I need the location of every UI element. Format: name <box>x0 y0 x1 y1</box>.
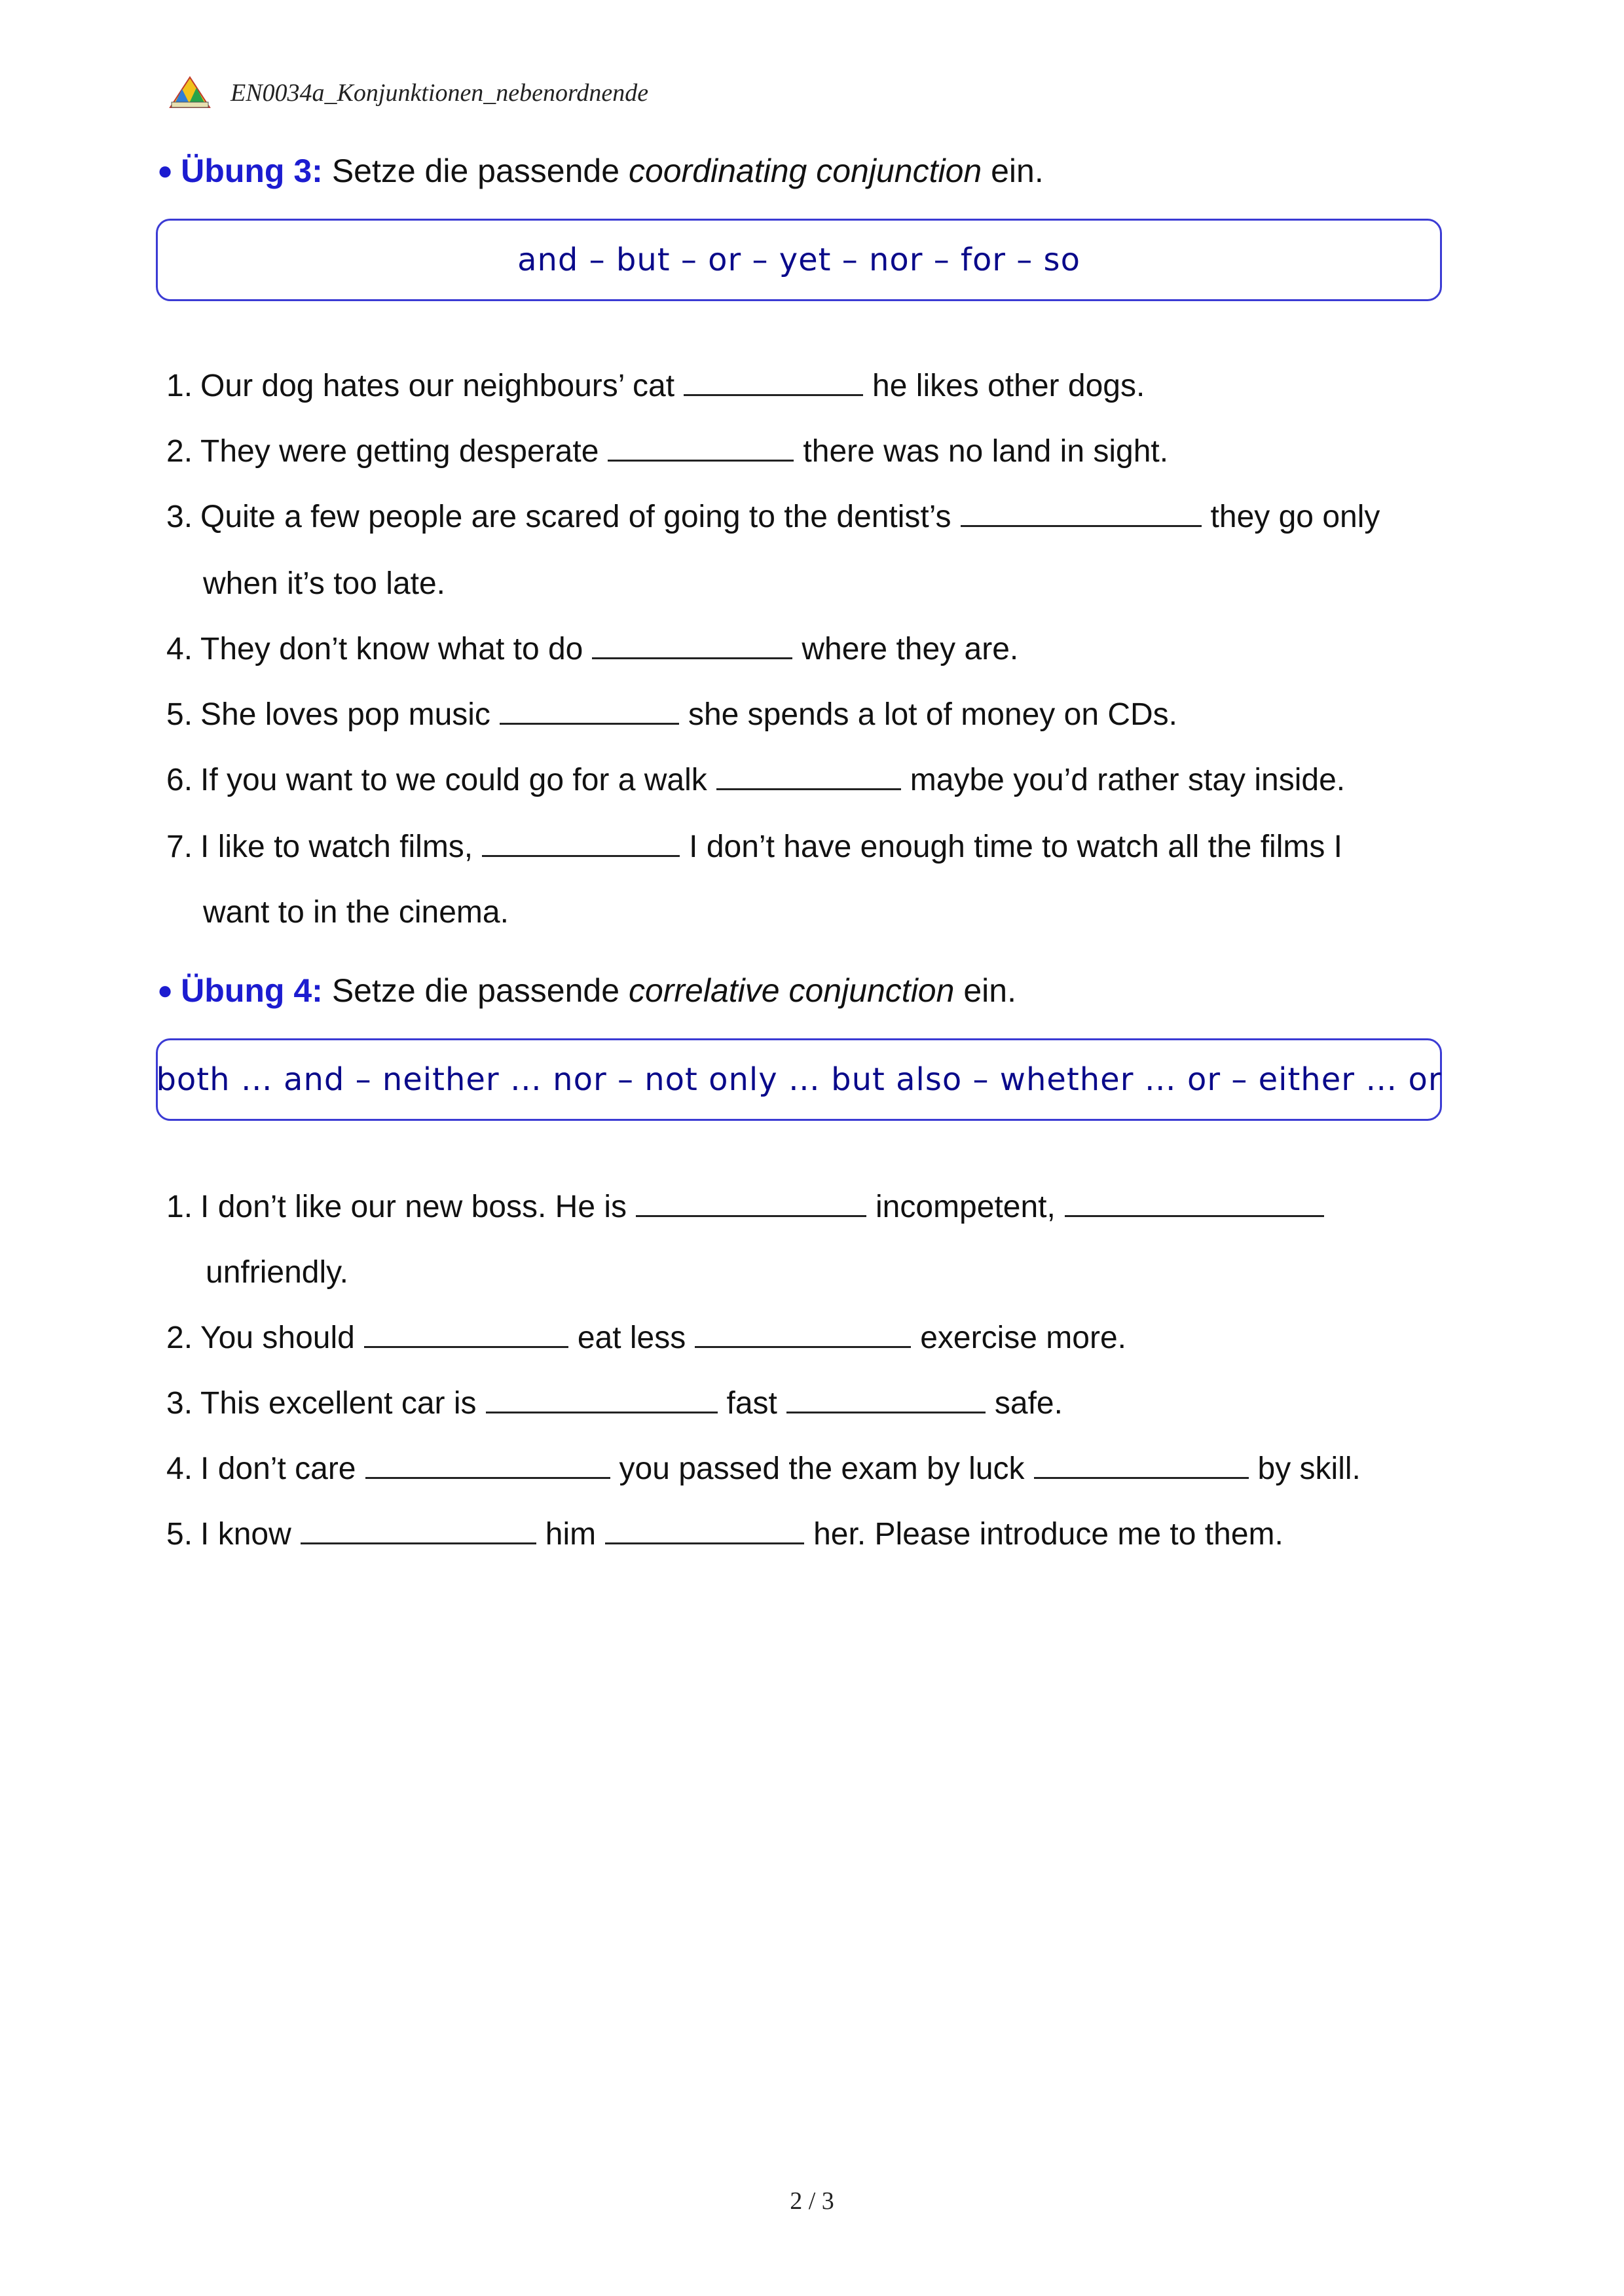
exercise-3-item-7-continuation: want to in the cinema. <box>203 895 509 930</box>
exercise-4-word-box: both … and – neither … nor – not only … but also – whether … or – either … or <box>156 1038 1442 1121</box>
item-text: exercise more. <box>920 1321 1126 1355</box>
item-number: 5. <box>166 1517 193 1552</box>
exercise-4-item-2 <box>166 1320 1126 1356</box>
exercise-4-label: Übung 4: <box>181 972 323 1009</box>
answer-blank[interactable] <box>608 435 794 462</box>
item-text: where they are. <box>802 632 1019 666</box>
item-text: If you want to we could go for a walk <box>200 763 707 797</box>
page-header <box>169 76 648 110</box>
item-number: 6. <box>166 763 193 797</box>
answer-blank[interactable] <box>716 763 901 790</box>
answer-blank[interactable] <box>1065 1190 1324 1217</box>
exercise-3-item-3-continuation: when it’s too late. <box>203 566 446 601</box>
exercise-4-item-5 <box>166 1516 1283 1552</box>
document-title: EN0034a_Konjunktionen_nebenordnende <box>231 79 649 107</box>
exercise-3-instruction-pre: Setze die passende <box>331 153 620 189</box>
item-text: This excellent car is <box>200 1386 477 1421</box>
item-text: You should <box>200 1321 355 1355</box>
item-number: 2. <box>166 434 193 469</box>
item-text: They were getting desperate <box>200 434 599 469</box>
exercise-3-instruction-em: coordinating conjunction <box>628 153 982 189</box>
answer-blank[interactable] <box>500 698 679 725</box>
item-text: I don’t like our new boss. He is <box>200 1190 627 1224</box>
item-number: 2. <box>166 1321 193 1355</box>
exercise-3-item-2 <box>166 433 1168 469</box>
answer-blank[interactable] <box>961 500 1202 527</box>
answer-blank[interactable] <box>365 1452 610 1479</box>
answer-blank[interactable] <box>301 1518 536 1544</box>
answer-blank[interactable] <box>786 1387 986 1413</box>
item-number: 4. <box>166 632 193 666</box>
item-number: 1. <box>166 1190 193 1224</box>
item-text: incompetent, <box>876 1190 1056 1224</box>
item-text: Our dog hates our neighbours’ cat <box>200 369 675 403</box>
answer-blank[interactable] <box>636 1190 866 1217</box>
exercise-3-item-3 <box>166 499 1380 535</box>
exercise-4-instruction-em: correlative conjunction <box>628 972 955 1009</box>
exercise-4-heading <box>157 972 1016 1010</box>
item-number: 4. <box>166 1451 193 1486</box>
item-text: I don’t care <box>200 1451 356 1486</box>
item-number: 3. <box>166 1386 193 1421</box>
exercise-4-instruction-post: ein. <box>963 972 1016 1009</box>
bullet-icon: ● <box>157 156 174 185</box>
item-text: they go only <box>1210 500 1380 534</box>
answer-blank[interactable] <box>486 1387 718 1413</box>
item-number: 1. <box>166 369 193 403</box>
item-text: her. Please introduce me to them. <box>813 1517 1283 1552</box>
answer-blank[interactable] <box>482 830 680 857</box>
exercise-4-item-4 <box>166 1451 1361 1487</box>
item-text: I like to watch films, <box>200 829 473 864</box>
item-text: eat less <box>577 1321 686 1355</box>
item-text: fast <box>726 1386 777 1421</box>
exercise-4-item-1-continuation: unfriendly. <box>206 1255 348 1290</box>
item-text: she spends a lot of money on CDs. <box>688 697 1178 732</box>
answer-blank[interactable] <box>605 1518 804 1544</box>
item-text: he likes other dogs. <box>872 369 1145 403</box>
exercise-3-item-7 <box>166 829 1342 865</box>
item-text: by skill. <box>1257 1451 1361 1486</box>
item-text: She loves pop music <box>200 697 490 732</box>
item-text: you passed the exam by luck <box>619 1451 1025 1486</box>
answer-blank[interactable] <box>364 1321 568 1348</box>
item-text: I know <box>200 1517 291 1552</box>
item-text: him <box>545 1517 597 1552</box>
item-text: there was no land in sight. <box>803 434 1169 469</box>
answer-blank[interactable] <box>1034 1452 1249 1479</box>
exercise-3-instruction-post: ein. <box>991 153 1044 189</box>
item-text: maybe you’d rather stay inside. <box>910 763 1346 797</box>
item-number: 5. <box>166 697 193 732</box>
logo-icon <box>169 76 211 110</box>
exercise-3-item-1 <box>166 368 1145 404</box>
page-number: 2 / 3 <box>790 2187 834 2215</box>
item-text: I don’t have enough time to watch all the films I <box>689 829 1343 864</box>
exercise-3-label: Übung 3: <box>181 153 323 189</box>
exercise-3-heading <box>157 152 1044 190</box>
exercise-4-item-3 <box>166 1385 1063 1421</box>
item-text: They don’t know what to do <box>200 632 583 666</box>
item-number: 3. <box>166 500 193 534</box>
exercise-4-item-1 <box>166 1189 1333 1225</box>
exercise-3-item-4 <box>166 631 1018 667</box>
exercise-3-item-6 <box>166 762 1345 798</box>
exercise-3-item-5 <box>166 697 1177 733</box>
answer-blank[interactable] <box>695 1321 911 1348</box>
item-number: 7. <box>166 829 193 864</box>
exercise-4-instruction-pre: Setze die passende <box>331 972 620 1009</box>
item-text: Quite a few people are scared of going to the dentist’s <box>200 500 951 534</box>
item-text: safe. <box>994 1386 1063 1421</box>
bullet-icon: ● <box>157 976 174 1005</box>
exercise-3-word-box: and – but – or – yet – nor – for – so <box>156 219 1442 301</box>
answer-blank[interactable] <box>684 369 863 396</box>
answer-blank[interactable] <box>592 632 792 659</box>
